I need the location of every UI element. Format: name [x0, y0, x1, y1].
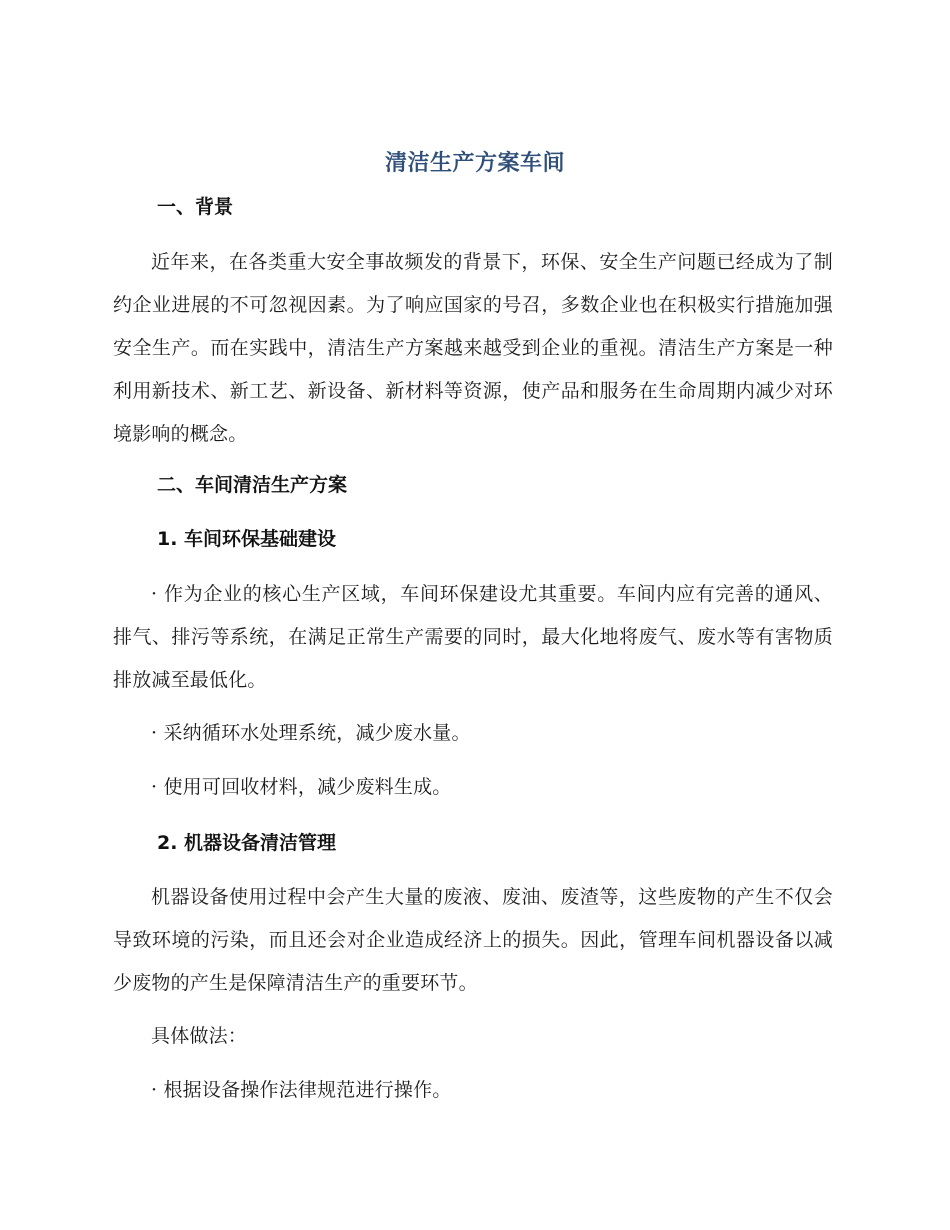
subsection-heading-equipment-management: 2. 机器设备清洁管理 [157, 832, 337, 854]
subsection-heading-environmental-construction: 1. 车间环保基础建设 [157, 528, 337, 550]
section-heading-workshop-plan: 二、车间清洁生产方案 [157, 474, 348, 496]
method-label: 具体做法： [151, 1025, 248, 1047]
bullet-item: · 根据设备操作法律规范进行操作。 [151, 1079, 452, 1101]
bullet-item: · 采纳循环水处理系统，减少废水量。 [151, 722, 471, 744]
equipment-paragraph: 机器设备使用过程中会产生大量的废液、废油、废渣等，这些废物的产生不仅会导致环境的污染，而且还会对企业造成经济上的损失。因此，管理车间机器设备以减少废物的产生是保障清洁生产的重要环节。 [113, 886, 833, 994]
document-title: 清洁生产方案车间 [384, 151, 565, 176]
background-paragraph: 近年来，在各类重大安全事故频发的背景下，环保、安全生产问题已经成为了制约企业进展的不可忽视因素。为了响应国家的号召，多数企业也在积极实行措施加强安全生产。而在实践中，清洁生产方案越来越受到企业的重视。清洁生产方案是一种利用新技术、新工艺、新设备、新材料等资源，使产品和服务在生命周期内减少对环境影响的概念。 [113, 251, 833, 445]
bullet-item: · 使用可回收材料，减少废料生成。 [151, 776, 452, 798]
section-heading-background: 一、背景 [157, 196, 234, 218]
bullet-item: · 作为企业的核心生产区域，车间环保建设尤其重要。车间内应有完善的通风、排气、排污等系统，在满足正常生产需要的同时，最大化地将废气、废水等有害物质排放减至最低化。 [113, 583, 833, 691]
